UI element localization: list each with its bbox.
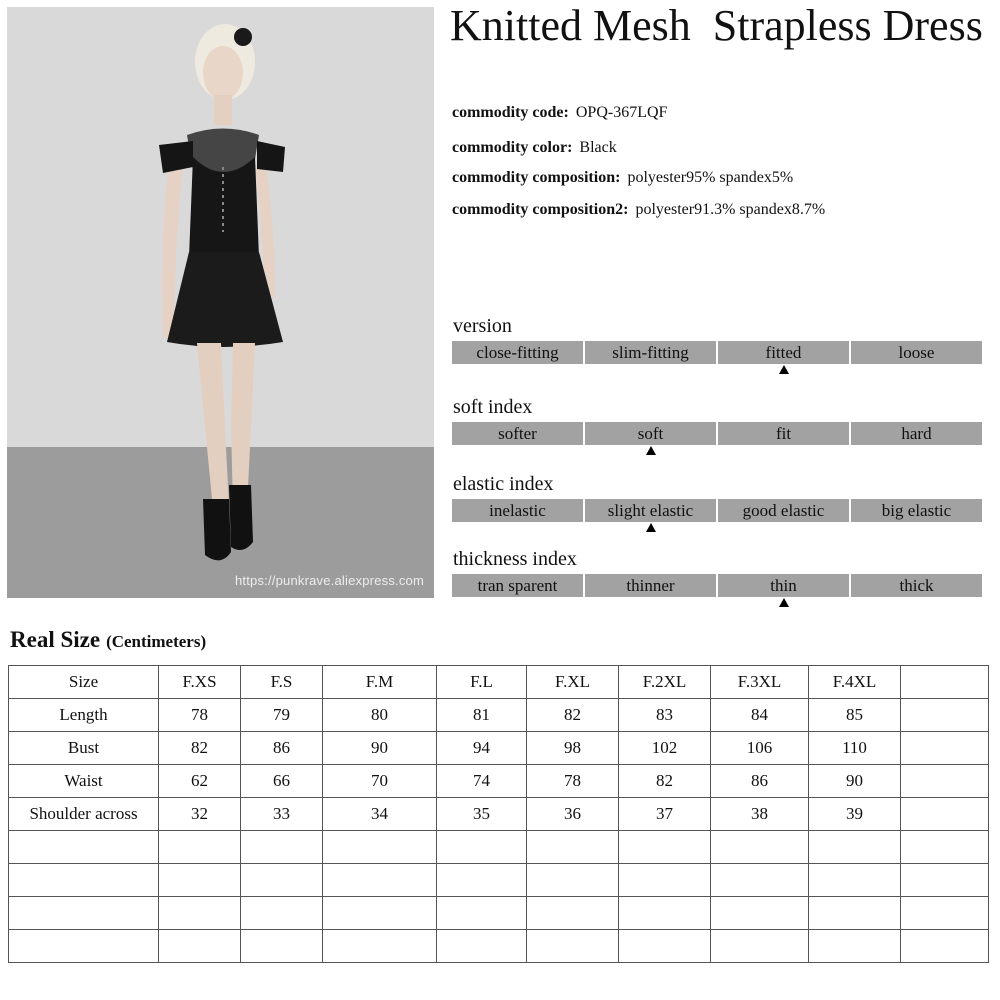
scale-option: close-fitting [452, 341, 583, 364]
table-row-label [9, 930, 159, 963]
table-row-label: Length [9, 699, 159, 732]
attribute-key: commodity composition2: [452, 201, 629, 218]
table-cell: 85 [809, 699, 901, 732]
table-cell [437, 831, 527, 864]
table-cell: 110 [809, 732, 901, 765]
scale-option: fit [718, 422, 849, 445]
table-cell [619, 930, 711, 963]
table-cell [901, 897, 989, 930]
scale-option: inelastic [452, 499, 583, 522]
table-row-label: Shoulder across [9, 798, 159, 831]
soft-index-label: soft index [453, 396, 533, 418]
table-cell [711, 897, 809, 930]
selected-marker-icon [779, 598, 789, 607]
table-cell [619, 831, 711, 864]
table-cell [809, 897, 901, 930]
table-cell [323, 930, 437, 963]
attribute-key: commodity code: [452, 104, 569, 121]
table-cell [323, 897, 437, 930]
table-cell: 80 [323, 699, 437, 732]
scale-option: hard [851, 422, 982, 445]
table-cell [437, 897, 527, 930]
table-cell: 35 [437, 798, 527, 831]
table-cell [809, 831, 901, 864]
table-cell: F.XL [527, 666, 619, 699]
table-cell: 38 [711, 798, 809, 831]
table-cell [527, 897, 619, 930]
table-cell [619, 897, 711, 930]
table-row-label [9, 897, 159, 930]
table-cell: 39 [809, 798, 901, 831]
table-cell: 78 [159, 699, 241, 732]
table-cell [323, 864, 437, 897]
scale-option: softer [452, 422, 583, 445]
table-cell: 90 [809, 765, 901, 798]
selected-marker-icon [646, 446, 656, 455]
table-row [9, 699, 989, 732]
table-cell: 62 [159, 765, 241, 798]
table-cell: 82 [527, 699, 619, 732]
table-cell [159, 864, 241, 897]
table-row [9, 864, 989, 897]
attribute-value: OPQ-367LQF [575, 104, 668, 121]
table-cell [159, 930, 241, 963]
table-cell: 83 [619, 699, 711, 732]
table-cell [437, 864, 527, 897]
table-cell: 94 [437, 732, 527, 765]
table-cell: 98 [527, 732, 619, 765]
table-cell: 84 [711, 699, 809, 732]
attribute-value: Black [579, 139, 617, 156]
scale-option: thinner [585, 574, 716, 597]
table-cell [809, 864, 901, 897]
attribute-composition2 [452, 201, 825, 219]
thickness-index-label: thickness index [453, 548, 577, 570]
table-row [9, 732, 989, 765]
table-cell: 74 [437, 765, 527, 798]
table-cell [901, 699, 989, 732]
table-cell: F.3XL [711, 666, 809, 699]
soft-index-scale [452, 422, 982, 445]
table-cell [619, 864, 711, 897]
attribute-key: commodity color: [452, 139, 573, 156]
size-chart-title [10, 627, 206, 653]
table-cell: 90 [323, 732, 437, 765]
photo-watermark: https://punkrave.aliexpress.com [234, 573, 424, 588]
table-row-label [9, 831, 159, 864]
table-row [9, 765, 989, 798]
product-photo [7, 7, 434, 598]
scale-option: thick [851, 574, 982, 597]
table-cell [241, 831, 323, 864]
table-row [9, 930, 989, 963]
table-row-label: Bust [9, 732, 159, 765]
table-cell: 32 [159, 798, 241, 831]
size-chart-title-text: Real Size [10, 627, 101, 652]
table-row [9, 798, 989, 831]
table-cell: 78 [527, 765, 619, 798]
table-cell: 106 [711, 732, 809, 765]
elastic-index-label: elastic index [453, 473, 554, 495]
table-cell [527, 930, 619, 963]
table-row-label [9, 864, 159, 897]
selected-marker-icon [646, 523, 656, 532]
table-cell [241, 897, 323, 930]
table-cell: 82 [159, 732, 241, 765]
table-cell [159, 897, 241, 930]
size-chart-unit: (Centimeters) [106, 632, 207, 651]
table-cell [901, 864, 989, 897]
table-row-label: Size [9, 666, 159, 699]
table-cell: F.S [241, 666, 323, 699]
attribute-code [452, 104, 667, 122]
table-cell: 66 [241, 765, 323, 798]
attribute-color [452, 139, 617, 157]
scale-option: good elastic [718, 499, 849, 522]
table-cell [437, 930, 527, 963]
table-cell [711, 831, 809, 864]
scale-option: slim-fitting [585, 341, 716, 364]
table-cell: 86 [711, 765, 809, 798]
attribute-composition [452, 169, 793, 187]
table-cell: 79 [241, 699, 323, 732]
scale-option: slight elastic [585, 499, 716, 522]
table-cell [711, 864, 809, 897]
version-scale [452, 341, 982, 364]
table-cell [241, 864, 323, 897]
selected-marker-icon [779, 365, 789, 374]
table-cell: 81 [437, 699, 527, 732]
table-cell [901, 798, 989, 831]
table-cell: 36 [527, 798, 619, 831]
table-cell: 70 [323, 765, 437, 798]
table-cell [241, 930, 323, 963]
table-cell: F.L [437, 666, 527, 699]
table-cell [901, 732, 989, 765]
table-cell [527, 864, 619, 897]
table-cell [901, 930, 989, 963]
elastic-index-scale [452, 499, 982, 522]
table-cell: 102 [619, 732, 711, 765]
table-row [9, 897, 989, 930]
model-figure-illustration [7, 7, 434, 598]
table-cell: 34 [323, 798, 437, 831]
table-cell [527, 831, 619, 864]
attribute-value: polyester95% spandex5% [627, 169, 794, 186]
scale-option: fitted [718, 341, 849, 364]
scale-option: thin [718, 574, 849, 597]
table-cell [809, 930, 901, 963]
table-cell [323, 831, 437, 864]
attribute-key: commodity composition: [452, 169, 621, 186]
table-cell [901, 765, 989, 798]
scale-option: tran sparent [452, 574, 583, 597]
table-cell: F.XS [159, 666, 241, 699]
table-cell: F.M [323, 666, 437, 699]
table-cell [159, 831, 241, 864]
attribute-value: polyester91.3% spandex8.7% [635, 201, 826, 218]
table-cell: 33 [241, 798, 323, 831]
scale-option: soft [585, 422, 716, 445]
thickness-index-scale [452, 574, 982, 597]
table-cell: 82 [619, 765, 711, 798]
table-header-row [9, 666, 989, 699]
version-label: version [453, 315, 512, 337]
table-cell: 37 [619, 798, 711, 831]
table-cell: F.4XL [809, 666, 901, 699]
table-row [9, 831, 989, 864]
table-cell [901, 666, 989, 699]
table-cell: 86 [241, 732, 323, 765]
size-chart-table [8, 665, 989, 963]
product-title: Knitted Mesh Strapless Dress [450, 1, 983, 50]
table-cell [711, 930, 809, 963]
table-cell [901, 831, 989, 864]
table-row-label: Waist [9, 765, 159, 798]
scale-option: big elastic [851, 499, 982, 522]
table-cell: F.2XL [619, 666, 711, 699]
scale-option: loose [851, 341, 982, 364]
